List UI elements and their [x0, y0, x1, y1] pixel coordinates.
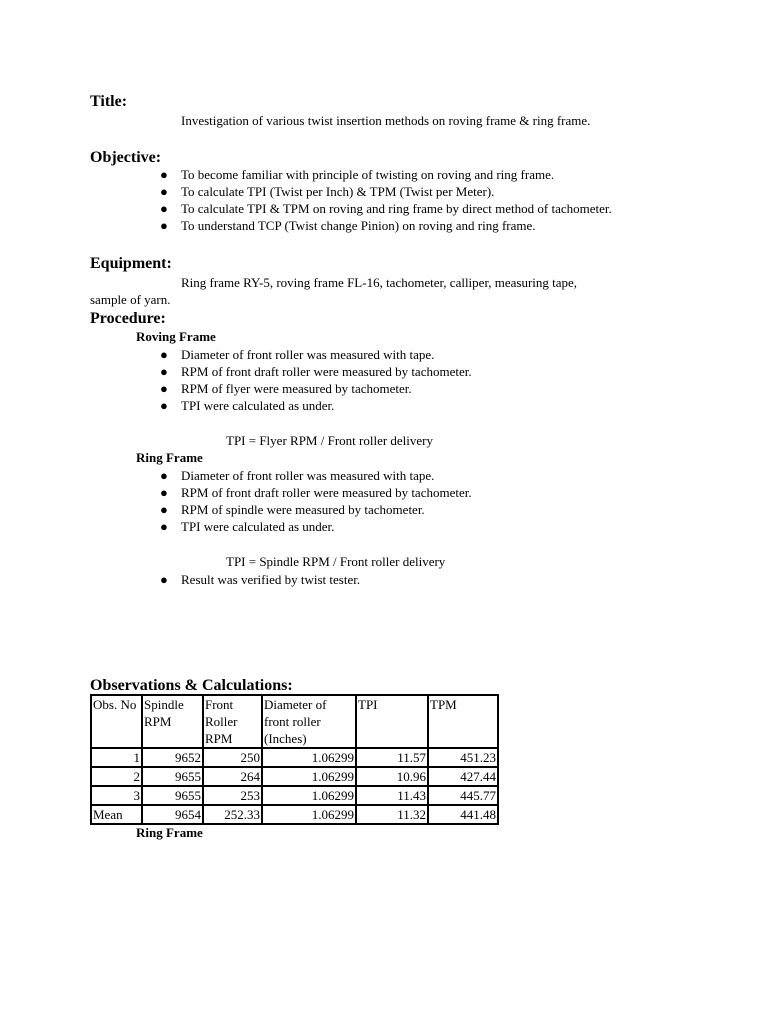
bullet-icon: ●: [160, 218, 168, 233]
title-heading: Title:: [90, 93, 128, 110]
table-cell: 1.06299: [262, 805, 356, 824]
table-cell: 9655: [142, 786, 203, 805]
bullet-icon: ●: [160, 201, 168, 216]
header-cell: TPM: [428, 695, 498, 748]
bullet-icon: ●: [160, 468, 168, 483]
table-cell: 1.06299: [262, 767, 356, 786]
bullet-icon: ●: [160, 364, 168, 379]
table-cell: 1: [91, 748, 142, 767]
table-row: [91, 767, 498, 786]
list-item: ● RPM of spindle were measured by tachometer.: [160, 502, 425, 517]
objective-list: [160, 166, 661, 234]
list-item: ● RPM of flyer were measured by tachometer.: [160, 381, 412, 396]
roving-tpi-formula: TPI = Flyer RPM / Front roller delivery: [226, 433, 434, 448]
title-text: Investigation of various twist insertion methods on roving frame & ring frame.: [181, 113, 591, 128]
list-item: ● RPM of front draft roller were measured by tachometer.: [160, 364, 472, 379]
list-item: ● To become familiar with principle of twisting on roving and ring frame.: [160, 167, 555, 182]
list-item: ● Result was verified by twist tester.: [160, 572, 361, 587]
bullet-icon: ●: [160, 167, 168, 182]
list-item: ● Diameter of front roller was measured with tape.: [160, 347, 435, 362]
result-list: [160, 571, 361, 588]
list-item: ● To understand TCP (Twist change Pinion) on roving and ring frame.: [160, 218, 536, 233]
equipment-text-line1: Ring frame RY-5, roving frame FL-16, tachometer, calliper, measuring tape,: [181, 275, 578, 290]
table-row: [91, 748, 498, 767]
table-cell: 252.33: [203, 805, 262, 824]
table-row: [91, 786, 498, 805]
table-cell: 264: [203, 767, 262, 786]
table-cell: 250: [203, 748, 262, 767]
ring-tpi-formula: TPI = Spindle RPM / Front roller delivery: [226, 554, 446, 569]
list-item: ● TPI were calculated as under.: [160, 519, 335, 534]
header-cell: TPI: [356, 695, 428, 748]
table-cell: 9655: [142, 767, 203, 786]
ring-frame-subheading: Ring Frame: [136, 450, 203, 465]
table-cell: 11.57: [356, 748, 428, 767]
table-cell: 445.77: [428, 786, 498, 805]
table-cell: 10.96: [356, 767, 428, 786]
table-header-row: [91, 695, 498, 748]
bullet-icon: ●: [160, 519, 168, 534]
objective-heading: Objective:: [90, 149, 162, 166]
observations-heading: Observations & Calculations:: [90, 677, 293, 694]
header-cell: Front Roller RPM: [203, 695, 262, 748]
table-cell: 451.23: [428, 748, 498, 767]
list-item: ● Diameter of front roller was measured with tape.: [160, 468, 435, 483]
ring-procedure-list: [160, 467, 472, 535]
table-cell: 3: [91, 786, 142, 805]
equipment-heading: Equipment:: [90, 255, 172, 272]
equipment-text-line2: sample of yarn.: [90, 292, 171, 307]
bullet-icon: ●: [160, 347, 168, 362]
list-item: ● To calculate TPI & TPM on roving and ring frame by direct method of tachometer.: [160, 201, 612, 216]
bullet-icon: ●: [160, 502, 168, 517]
procedure-heading: Procedure:: [90, 310, 166, 327]
table-cell: 11.43: [356, 786, 428, 805]
table-cell: 9652: [142, 748, 203, 767]
header-cell: Diameter of front roller (Inches): [262, 695, 356, 748]
bullet-icon: ●: [160, 184, 168, 199]
list-item: ● TPI were calculated as under.: [160, 398, 335, 413]
observations-table: [90, 694, 499, 825]
table-cell: 11.32: [356, 805, 428, 824]
list-item: ● To calculate TPI (Twist per Inch) & TPM (Twist per Meter).: [160, 184, 495, 199]
table-cell: 441.48: [428, 805, 498, 824]
header-cell: Spindle RPM: [142, 695, 203, 748]
roving-frame-subheading: Roving Frame: [136, 329, 216, 344]
bullet-icon: ●: [160, 398, 168, 413]
header-cell: Obs. No: [91, 695, 142, 748]
list-item: ● RPM of front draft roller were measured by tachometer.: [160, 485, 472, 500]
table-cell: 9654: [142, 805, 203, 824]
table-row-mean: [91, 805, 498, 824]
table-cell: 1.06299: [262, 786, 356, 805]
bullet-icon: ●: [160, 485, 168, 500]
table-cell: Mean: [91, 805, 142, 824]
bullet-icon: ●: [160, 572, 168, 587]
table-cell: 427.44: [428, 767, 498, 786]
ring-frame-table-subheading: Ring Frame: [136, 825, 203, 840]
bullet-icon: ●: [160, 381, 168, 396]
table-cell: 2: [91, 767, 142, 786]
table-cell: 253: [203, 786, 262, 805]
table-cell: 1.06299: [262, 748, 356, 767]
roving-procedure-list: [160, 346, 472, 414]
